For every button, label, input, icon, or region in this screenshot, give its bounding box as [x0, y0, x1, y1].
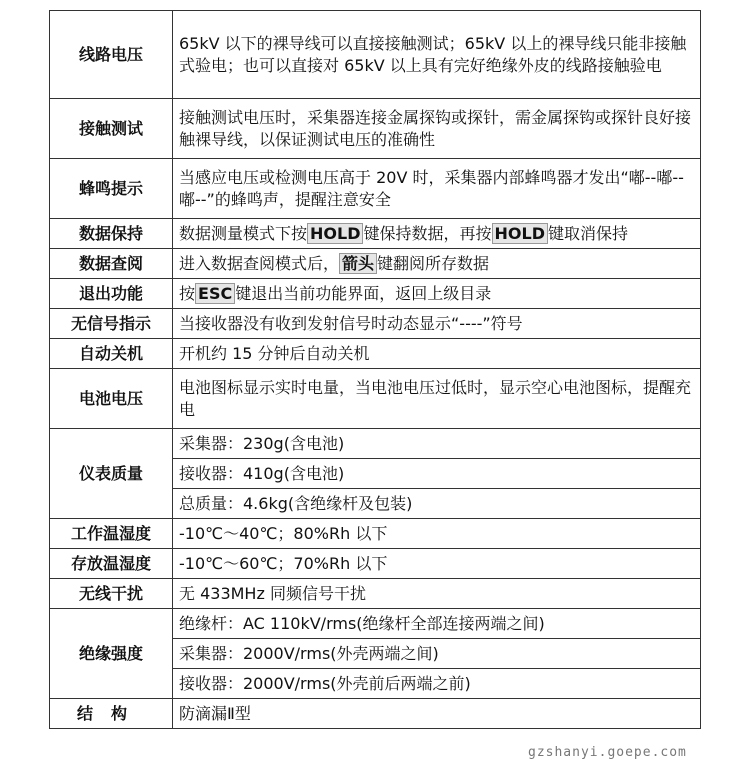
- row-value: -10℃～40℃；80%Rh 以下: [173, 519, 701, 549]
- table-row: [50, 339, 701, 369]
- row-value: 接触测试电压时，采集器连接金属探钩或探针，需金属探钩或探针良好接触裸导线，以保证测试电压的准确性: [173, 99, 701, 159]
- text-segment: 按: [179, 283, 196, 303]
- text-segment: 键翻阅所存数据: [377, 253, 490, 273]
- row-label: 接触测试: [50, 99, 173, 159]
- row-value: -10℃～60℃；70%Rh 以下: [173, 549, 701, 579]
- row-label: 蜂鸣提示: [50, 159, 173, 219]
- text-segment: 数据测量模式下按: [179, 223, 308, 243]
- text-segment: 进入数据查阅模式后，: [179, 253, 340, 273]
- table-row: [50, 279, 701, 309]
- row-label: 自动关机: [50, 339, 173, 369]
- row-label: 绝缘强度: [50, 609, 173, 699]
- row-value: [173, 279, 701, 309]
- row-value: 电池图标显示实时电量，当电池电压过低时，显示空心电池图标，提醒充电: [173, 369, 701, 429]
- row-value: [173, 249, 701, 279]
- text-segment: 键取消保持: [547, 223, 628, 243]
- row-value: 无 433MHz 同频信号干扰: [173, 579, 701, 609]
- table-row: [50, 11, 701, 99]
- row-value: 当感应电压或检测电压高于 20V 时，采集器内部蜂鸣器才发出“嘟--嘟--嘟--”的蜂鸣声，提醒注意安全: [173, 159, 701, 219]
- row-value: 防滴漏Ⅱ型: [173, 699, 701, 729]
- watermark: gzshanyi.goepe.com: [528, 745, 687, 760]
- row-value: 65kV 以下的裸导线可以直接接触测试；65kV 以上的裸导线只能非接触式验电；也可以直接对 65kV 以上具有完好绝缘外皮的线路接触验电: [173, 11, 701, 99]
- table-row: [50, 249, 701, 279]
- key-arrow: 箭头: [339, 253, 377, 274]
- table-row: [50, 309, 701, 339]
- row-label: 存放温湿度: [50, 549, 173, 579]
- row-label: 退出功能: [50, 279, 173, 309]
- row-label: 无信号指示: [50, 309, 173, 339]
- row-value: 采集器：2000V/rms(外壳两端之间): [173, 639, 701, 669]
- row-value: 当接收器没有收到发射信号时动态显示“----”符号: [173, 309, 701, 339]
- key-hold: HOLD: [307, 223, 363, 244]
- row-label: 结构: [50, 699, 173, 729]
- table-row: [50, 159, 701, 219]
- table-row: [50, 99, 701, 159]
- spec-table: [49, 10, 701, 729]
- row-value: 开机约 15 分钟后自动关机: [173, 339, 701, 369]
- row-value: 总质量：4.6kg(含绝缘杆及包装): [173, 489, 701, 519]
- row-label: 工作温湿度: [50, 519, 173, 549]
- table-row: [50, 519, 701, 549]
- row-value: [173, 219, 701, 249]
- table-row: [50, 369, 701, 429]
- row-value: 接收器：410g(含电池): [173, 459, 701, 489]
- row-label: 线路电压: [50, 11, 173, 99]
- row-label: 数据查阅: [50, 249, 173, 279]
- text-segment: 键保持数据，再按: [363, 223, 492, 243]
- row-label: 仪表质量: [50, 429, 173, 519]
- row-value: 接收器：2000V/rms(外壳前后两端之前): [173, 669, 701, 699]
- table-row: [50, 429, 701, 459]
- table-row: [50, 579, 701, 609]
- table-row: [50, 609, 701, 639]
- row-label: 无线干扰: [50, 579, 173, 609]
- table-row: [50, 699, 701, 729]
- row-value: 绝缘杆：AC 110kV/rms(绝缘杆全部连接两端之间): [173, 609, 701, 639]
- table-row: [50, 219, 701, 249]
- key-esc: ESC: [195, 283, 235, 304]
- row-value: 采集器：230g(含电池): [173, 429, 701, 459]
- row-label: 电池电压: [50, 369, 173, 429]
- table-row: [50, 549, 701, 579]
- key-hold: HOLD: [492, 223, 548, 244]
- row-label: 数据保持: [50, 219, 173, 249]
- text-segment: 键退出当前功能界面，返回上级目录: [235, 283, 492, 303]
